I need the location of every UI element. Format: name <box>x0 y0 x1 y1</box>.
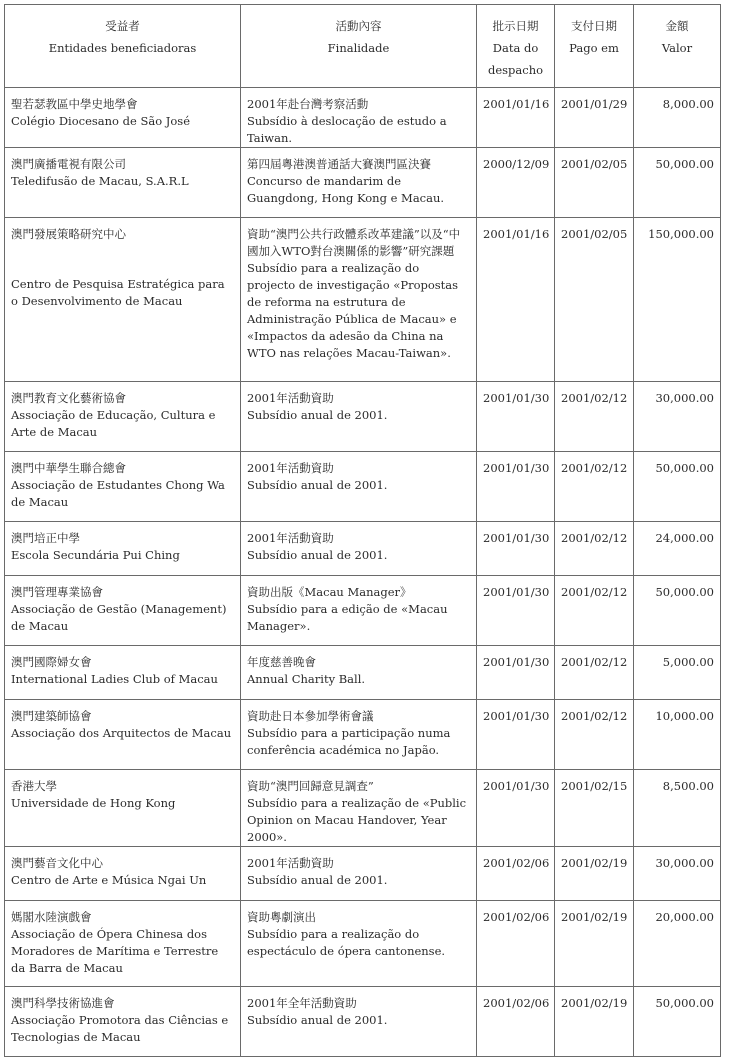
dispatch-date: 2001/02/06 <box>477 847 555 901</box>
entity-cell <box>5 148 241 218</box>
dispatch-date: 2001/01/30 <box>477 576 555 646</box>
value: 50,000.00 <box>634 987 721 1057</box>
purpose-zh: 第四屆粵港澳普通話大賽澳門區決賽 <box>247 157 431 171</box>
table-row <box>5 646 721 700</box>
entity-cell <box>5 987 241 1057</box>
purpose-cell <box>241 452 477 522</box>
paid-date: 2001/02/12 <box>555 576 634 646</box>
table-row <box>5 382 721 452</box>
entity-name-pt: Centro de Pesquisa Estratégica para o Desenvolvimento de Macau <box>11 277 225 308</box>
purpose-pt: Subsídio anual de 2001. <box>247 408 388 422</box>
entity-name-zh: 澳門藝音文化中心 <box>11 856 103 870</box>
entity-cell <box>5 88 241 148</box>
value: 50,000.00 <box>634 148 721 218</box>
header-dispatch-zh: 批示日期 <box>492 19 539 33</box>
purpose-zh: 資助出版《Macau Manager》 <box>247 585 412 599</box>
purpose-pt: Subsídio anual de 2001. <box>247 873 388 887</box>
purpose-pt: Subsídio anual de 2001. <box>247 478 388 492</box>
header-entity-zh: 受益者 <box>105 19 140 33</box>
value: 50,000.00 <box>634 452 721 522</box>
entity-name-pt: Universidade de Hong Kong <box>11 796 176 810</box>
grants-table <box>4 4 721 1057</box>
entity-name-zh: 澳門發展策略研究中心 <box>11 227 126 241</box>
entity-name-zh: 香港大學 <box>11 779 57 793</box>
purpose-zh: 資助赴日本參加學術會議 <box>247 709 374 723</box>
paid-date: 2001/02/05 <box>555 218 634 382</box>
purpose-cell <box>241 700 477 770</box>
entity-cell <box>5 522 241 576</box>
dispatch-date: 2000/12/09 <box>477 148 555 218</box>
entity-name-zh: 澳門建築師協會 <box>11 709 92 723</box>
purpose-zh: 2001年全年活動資助 <box>247 996 357 1010</box>
table-row <box>5 148 721 218</box>
dispatch-date: 2001/01/30 <box>477 452 555 522</box>
entity-name-zh: 澳門管理專業協會 <box>11 585 103 599</box>
entity-name-pt: Associação de Gestão (Management) de Macau <box>11 602 227 633</box>
purpose-zh: 2001年活動資助 <box>247 461 334 475</box>
purpose-cell <box>241 770 477 847</box>
value: 5,000.00 <box>634 646 721 700</box>
header-dispatch <box>477 5 555 88</box>
paid-date: 2001/02/12 <box>555 646 634 700</box>
purpose-cell <box>241 88 477 148</box>
entity-cell <box>5 700 241 770</box>
paid-date: 2001/01/29 <box>555 88 634 148</box>
table-row <box>5 987 721 1057</box>
entity-name-pt: Associação dos Arquitectos de Macau <box>11 726 232 740</box>
dispatch-date: 2001/01/30 <box>477 770 555 847</box>
purpose-pt: Subsídio anual de 2001. <box>247 1013 388 1027</box>
dispatch-date: 2001/01/30 <box>477 522 555 576</box>
table-row <box>5 901 721 987</box>
purpose-pt: Subsídio à deslocação de estudo a Taiwan. <box>247 114 447 145</box>
entity-name-zh: 聖若瑟教區中學史地學會 <box>11 97 138 111</box>
purpose-cell <box>241 576 477 646</box>
paid-date: 2001/02/12 <box>555 522 634 576</box>
entity-cell <box>5 576 241 646</box>
value: 8,000.00 <box>634 88 721 148</box>
purpose-pt: Subsídio para a realização do espectáculo de ópera cantonense. <box>247 927 446 958</box>
table-row <box>5 522 721 576</box>
entity-name-pt: Associação Promotora das Ciências e Tecnologias de Macau <box>11 1013 229 1044</box>
purpose-zh: 2001年活動資助 <box>247 531 334 545</box>
value: 8,500.00 <box>634 770 721 847</box>
table-row <box>5 770 721 847</box>
table-row <box>5 847 721 901</box>
value: 50,000.00 <box>634 576 721 646</box>
purpose-cell <box>241 218 477 382</box>
header-paid-pt: Pago em <box>569 41 619 55</box>
paid-date: 2001/02/12 <box>555 700 634 770</box>
purpose-pt: Subsídio para a realização de «Public Opinion on Macau Handover, Year 2000». <box>247 796 467 844</box>
header-paid <box>555 5 634 88</box>
purpose-zh: 年度慈善晚會 <box>247 655 316 669</box>
purpose-cell <box>241 847 477 901</box>
header-dispatch-pt2: despacho <box>487 63 544 77</box>
header-row <box>5 5 721 88</box>
purpose-zh: 2001年赴台灣考察活動 <box>247 97 369 111</box>
purpose-cell <box>241 901 477 987</box>
header-paid-zh: 支付日期 <box>571 19 617 33</box>
entity-name-pt: Associação de Estudantes Chong Wa de Macau <box>11 478 225 509</box>
purpose-cell <box>241 987 477 1057</box>
entity-name-pt: Colégio Diocesano de São José <box>11 114 191 128</box>
table-row <box>5 218 721 382</box>
value: 20,000.00 <box>634 901 721 987</box>
header-entity-pt: Entidades beneficiadoras <box>48 41 197 55</box>
paid-date: 2001/02/05 <box>555 148 634 218</box>
purpose-cell <box>241 148 477 218</box>
paid-date: 2001/02/12 <box>555 452 634 522</box>
dispatch-date: 2001/01/30 <box>477 700 555 770</box>
paid-date: 2001/02/12 <box>555 382 634 452</box>
table-row <box>5 576 721 646</box>
entity-name-pt: Associação de Educação, Cultura e Arte de Macau <box>11 408 216 439</box>
paid-date: 2001/02/19 <box>555 901 634 987</box>
purpose-pt: Subsídio para a edição de «Macau Manager». <box>247 602 448 633</box>
entity-name-pt: Associação de Ópera Chinesa dos Moradores de Marítima e Terrestre da Barra de Macau <box>11 927 219 975</box>
purpose-cell <box>241 522 477 576</box>
header-entity <box>5 5 241 88</box>
entity-cell <box>5 847 241 901</box>
header-purpose-zh: 活動內容 <box>335 19 382 33</box>
spacer <box>11 243 234 276</box>
entity-name-pt: International Ladies Club of Macau <box>11 672 218 686</box>
purpose-zh: 資助“澳門回歸意見調查” <box>247 779 374 793</box>
entity-cell <box>5 770 241 847</box>
header-dispatch-pt1: Data do <box>492 41 539 55</box>
entity-name-pt: Centro de Arte e Música Ngai Un <box>11 873 207 887</box>
entity-name-zh: 澳門教育文化藝術協會 <box>11 391 126 405</box>
entity-name-pt: Escola Secundária Pui Ching <box>11 548 180 562</box>
purpose-pt: Subsídio para a participação numa conferência académica no Japão. <box>247 726 451 757</box>
entity-name-zh: 媽閣水陸演戲會 <box>11 910 92 924</box>
entity-name-zh: 澳門中華學生聯合總會 <box>11 461 126 475</box>
purpose-pt: Concurso de mandarim de Guangdong, Hong Kong e Macau. <box>247 174 445 205</box>
purpose-zh: 資助“澳門公共行政體系改革建議”以及“中國加入WTO對台澳關係的影響”研究課題 <box>247 227 461 258</box>
entity-cell <box>5 901 241 987</box>
dispatch-date: 2001/01/30 <box>477 646 555 700</box>
table-row <box>5 700 721 770</box>
paid-date: 2001/02/19 <box>555 847 634 901</box>
value: 24,000.00 <box>634 522 721 576</box>
purpose-cell <box>241 382 477 452</box>
dispatch-date: 2001/01/16 <box>477 88 555 148</box>
purpose-pt: Annual Charity Ball. <box>247 672 366 686</box>
entity-name-zh: 澳門培正中學 <box>11 531 80 545</box>
value: 10,000.00 <box>634 700 721 770</box>
dispatch-date: 2001/01/30 <box>477 382 555 452</box>
header-value <box>634 5 721 88</box>
purpose-cell <box>241 646 477 700</box>
purpose-pt: Subsídio anual de 2001. <box>247 548 388 562</box>
table-row <box>5 452 721 522</box>
header-value-zh: 金額 <box>665 19 689 33</box>
dispatch-date: 2001/01/16 <box>477 218 555 382</box>
header-purpose <box>241 5 477 88</box>
value: 30,000.00 <box>634 847 721 901</box>
value: 150,000.00 <box>634 218 721 382</box>
paid-date: 2001/02/15 <box>555 770 634 847</box>
purpose-pt: Subsídio para a realização do projecto de investigação «Propostas de reforma na estrutura de Administração Pública de Macau» e «Impactos da adesão da China na WTO nas relações Macau-Taiwan». <box>247 261 459 360</box>
paid-date: 2001/02/19 <box>555 987 634 1057</box>
entity-name-zh: 澳門科學技術協進會 <box>11 996 115 1010</box>
entity-name-pt: Teledifusão de Macau, S.A.R.L <box>11 174 189 188</box>
value: 30,000.00 <box>634 382 721 452</box>
table-row <box>5 88 721 148</box>
dispatch-date: 2001/02/06 <box>477 987 555 1057</box>
purpose-zh: 資助粵劇演出 <box>247 910 316 924</box>
entity-cell <box>5 452 241 522</box>
purpose-zh: 2001年活動資助 <box>247 391 334 405</box>
dispatch-date: 2001/02/06 <box>477 901 555 987</box>
header-value-pt: Valor <box>661 41 693 55</box>
entity-name-zh: 澳門國際婦女會 <box>11 655 92 669</box>
entity-cell <box>5 382 241 452</box>
entity-name-zh: 澳門廣播電視有限公司 <box>11 157 126 171</box>
header-purpose-pt: Finalidade <box>327 41 390 55</box>
entity-cell <box>5 646 241 700</box>
purpose-zh: 2001年活動資助 <box>247 856 334 870</box>
entity-cell <box>5 218 241 382</box>
